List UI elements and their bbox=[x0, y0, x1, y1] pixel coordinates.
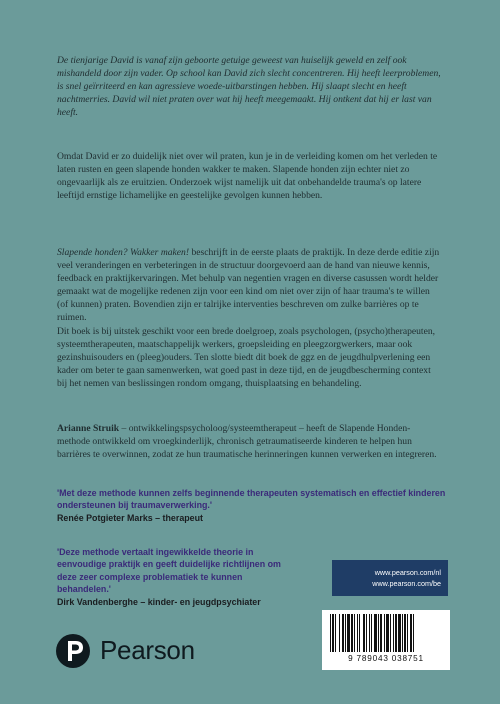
barcode-bar bbox=[371, 614, 372, 652]
barcode-bar bbox=[398, 614, 401, 652]
barcode-bar bbox=[380, 614, 382, 652]
barcode-bar bbox=[386, 614, 389, 652]
barcode-bar bbox=[363, 614, 365, 652]
book-title-italic: Slapende honden? Wakker maken! bbox=[57, 247, 190, 258]
barcode-bar bbox=[402, 614, 403, 652]
barcode-bar bbox=[339, 614, 340, 652]
publisher-url-box bbox=[332, 560, 448, 596]
quote-2 bbox=[57, 546, 297, 608]
paragraph-book-description bbox=[57, 246, 443, 325]
barcode-bar bbox=[345, 614, 346, 652]
isbn-number: 9 789043 038751 bbox=[348, 654, 424, 663]
isbn-barcode bbox=[322, 610, 450, 670]
barcode-bar bbox=[330, 614, 331, 652]
barcode-bar bbox=[354, 614, 355, 652]
barcode-bar bbox=[413, 614, 414, 652]
url-nl[interactable]: www.pearson.com/nl bbox=[374, 568, 441, 577]
barcode-bar bbox=[378, 614, 379, 652]
barcode-bar bbox=[404, 614, 406, 652]
barcode-bar bbox=[407, 614, 408, 652]
barcode-bar bbox=[369, 614, 370, 652]
barcode-bar bbox=[390, 614, 391, 652]
book-description-text: beschrijft in de eerste plaats de praktijk. In deze derde editie zijn veel veranderingen en verbeteringen in de structuur doorgevoerd aan de hand van nieuwe kennis, feedback en praktijkervaringen. Met behulp van negentien vragen en diverse casussen wordt helder gemaakt wat de mogelijke redenen zijn voor een kind om niet over zijn of haar trauma's te willen (of kunnen) praten. Bovendien zijn er talrijke interventies beschreven om zulke barrières op te ruimen. bbox=[57, 247, 440, 324]
barcode-bar bbox=[357, 614, 358, 652]
intro-paragraph: De tienjarige David is vanaf zijn geboorte getuige geweest van huiselijk geweld en zelf ook mishandeld door zijn vader. Op school kan David zich slecht concentreren. Hij heeft leerproblemen, is snel geïrriteerd en kan agressieve woede-uitbarstingen hebben. Hij slaapt slecht en heeft nachtmerries. David wil niet praten over wat hij heeft meegemaakt. Hij ontkent dat hij er last van heeft. bbox=[57, 55, 441, 119]
barcode-bar bbox=[393, 614, 394, 652]
pearson-logo bbox=[56, 633, 196, 669]
barcode-bar bbox=[384, 614, 385, 652]
paragraph-sleeping-dogs: Omdat David er zo duidelijk niet over wil praten, kun je in de verleiding komen om het verleden te laten rusten en geen slapende honden wakker te maken. Slapende honden zijn echter niet zo ongevaarlijk als ze eruitzien. Onderzoek wijst namelijk uit dat onbehandelde trauma's op latere leeftijd ernstige lichamelijke en geestelijke gevolgen kunnen hebben. bbox=[57, 151, 438, 202]
url-be[interactable]: www.pearson.com/be bbox=[372, 579, 441, 588]
barcode-bar bbox=[351, 614, 353, 652]
author-paragraph bbox=[57, 422, 443, 461]
barcode-bar bbox=[342, 614, 344, 652]
barcode-bar bbox=[395, 614, 397, 652]
barcode-bar bbox=[410, 614, 412, 652]
quote-author: Renée Potgieter Marks – therapeut bbox=[57, 512, 203, 523]
barcode-bar bbox=[359, 614, 360, 652]
quote-1 bbox=[57, 487, 447, 524]
paragraph-audience: Dit boek is bij uitstek geschikt voor een brede doelgroep, zoals psychologen, (psycho)therapeuten, systeemtherapeuten, maatschappelijk werkers, groepsleiding en pleegzorgwerkers, maar ook gezinshuisouders en (pleeg)ouders. Ten slotte biedt dit boek de ggz en de jeugdhulpverlening een kader om beter te gaan samenwerken, wat goed past in deze tijd, en de jeugdbescherming context bij het nemen van beslissingen rondom omgang, thuisplaatsing en behandeling. bbox=[57, 326, 436, 390]
author-name: Arianne Struik bbox=[57, 423, 120, 434]
quote-text: 'Met deze methode kunnen zelfs beginnende therapeuten systematisch en effectief kinderen ondersteunen bij traumaverwerking.' bbox=[57, 488, 446, 511]
publisher-wordmark: Pearson bbox=[100, 635, 195, 665]
author-bio: – ontwikkelingspsycholoog/systeemtherapeut – heeft de Slapende Honden-methode ontwikkeld om vroegkinderlijk, chronisch getraumatiseerde kinderen te helpen hun barrières te overwinnen, zodat ze hun traumatische herinneringen kunnen verwerken en integreren. bbox=[57, 423, 437, 461]
barcode-bar bbox=[335, 614, 336, 652]
barcode-bar bbox=[366, 614, 367, 652]
barcode-bar bbox=[374, 614, 377, 652]
barcode-bar bbox=[332, 614, 334, 652]
barcode-bars bbox=[328, 614, 444, 654]
quote-text: 'Deze methode vertaalt ingewikkelde theorie in eenvoudige praktijk en geeft duidelijke richtlijnen om deze zeer complexe problematiek te kunnen behandelen.' bbox=[57, 547, 281, 595]
barcode-bar bbox=[347, 614, 350, 652]
quote-author: Dirk Vandenberghe – kinder- en jeugdpsychiater bbox=[57, 596, 261, 607]
